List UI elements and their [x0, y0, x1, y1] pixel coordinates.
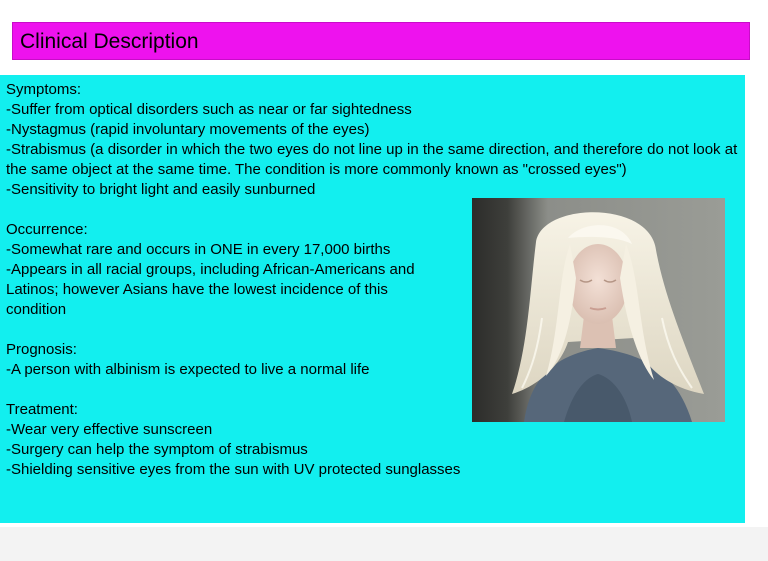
page-title: Clinical Description [20, 30, 199, 53]
symptoms-heading: Symptoms: [6, 81, 82, 98]
prognosis-heading: Prognosis: [6, 341, 77, 358]
title-bar [12, 22, 750, 60]
bottom-band [0, 527, 768, 561]
occurrence-line: -Appears in all racial groups, including African-Americans and Latinos; however Asians have the lowest incidence of this condition [6, 261, 415, 318]
treatment-line: -Surgery can help the symptom of strabismus [6, 441, 308, 458]
content-box [0, 75, 745, 523]
treatment-line: -Shielding sensitive eyes from the sun with UV protected sunglasses [6, 461, 461, 478]
portrait-photo [472, 198, 725, 422]
treatment-line: -Wear very effective sunscreen [6, 421, 213, 438]
prognosis-line: -A person with albinism is expected to live a normal life [6, 361, 370, 378]
symptoms-line: -Strabismus (a disorder in which the two eyes do not line up in the same direction, and therefore do not look at the same object at the same time. The condition is more commonly known as "crossed eyes") [6, 141, 738, 178]
symptoms-line: -Suffer from optical disorders such as near or far sightedness [6, 101, 412, 118]
occurrence-heading: Occurrence: [6, 221, 88, 238]
symptoms-line: -Nystagmus (rapid involuntary movements of the eyes) [6, 121, 370, 138]
occurrence-line: -Somewhat rare and occurs in ONE in every 17,000 births [6, 241, 391, 258]
symptoms-line: -Sensitivity to bright light and easily sunburned [6, 181, 316, 198]
treatment-heading: Treatment: [6, 401, 78, 418]
